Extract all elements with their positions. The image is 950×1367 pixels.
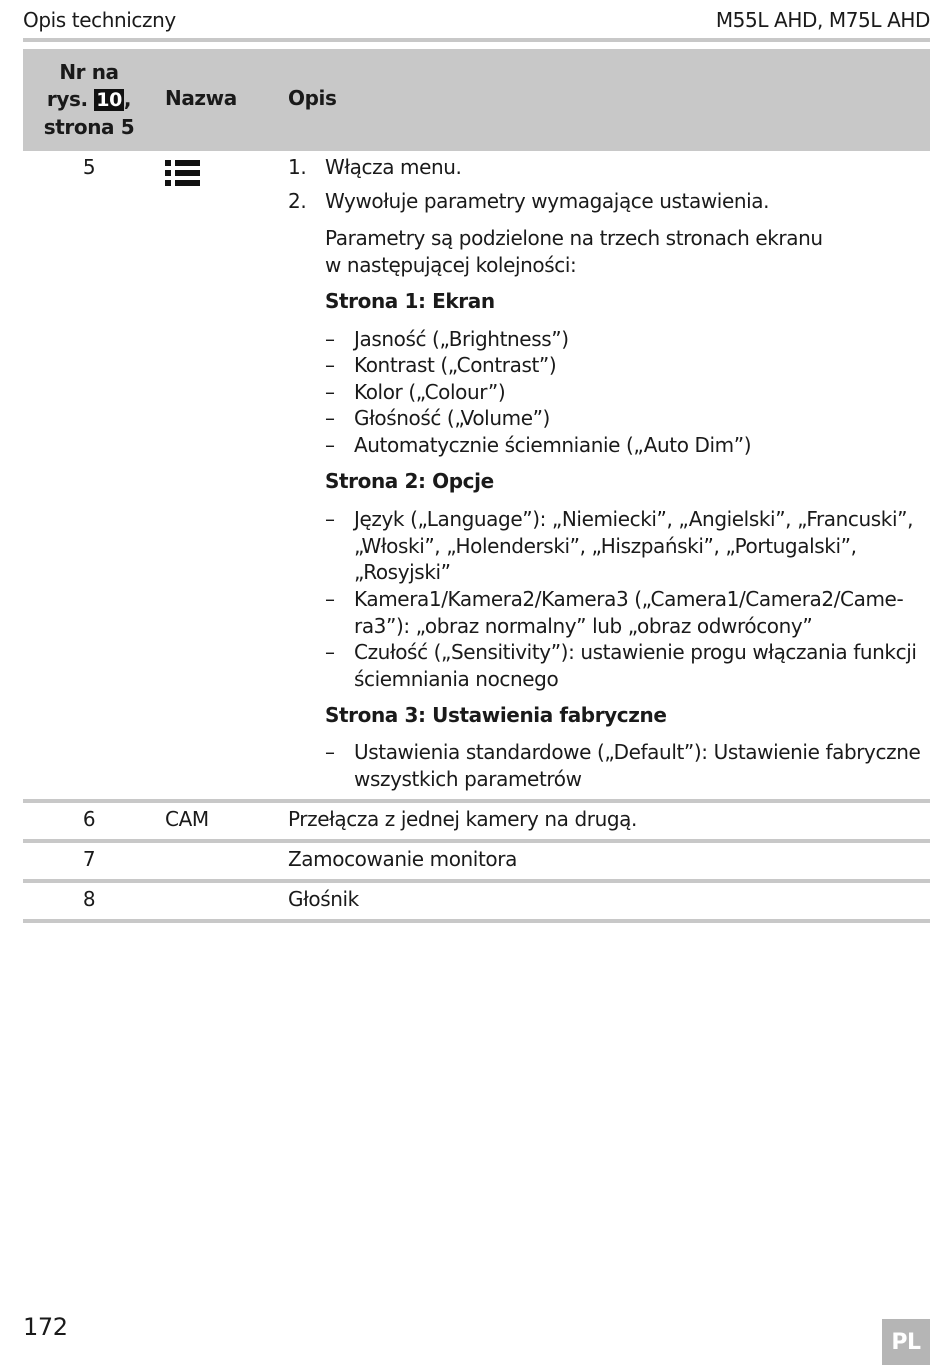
page1-list-item: Kontrast („Contrast”) xyxy=(354,353,557,377)
bullet-dash: – xyxy=(325,433,335,457)
table-header xyxy=(23,49,930,151)
header-divider xyxy=(23,38,930,42)
bullet-dash: – xyxy=(325,380,335,404)
page1-list-item: Głośność („Volume”) xyxy=(354,406,550,430)
page2-subheading: Strona 2: Opcje xyxy=(325,469,494,493)
list-item-line: ra3”): „obraz normalny” lub „obraz odwrócony” xyxy=(354,613,813,638)
list-item-line: „Włoski”, „Holenderski”, „Hiszpański”, „Portugalski”, xyxy=(354,533,857,558)
row-divider xyxy=(23,879,930,883)
column-header-description: Opis xyxy=(288,86,337,110)
list-item-line: Ustawienia standardowe („Default”): Ustawienie fabryczne xyxy=(354,740,921,764)
column-header-number-line3: strona 5 xyxy=(43,115,135,139)
table-bottom-rule xyxy=(23,919,930,923)
column-header-number-line1: Nr na xyxy=(59,60,119,84)
row7-number: 7 xyxy=(82,847,96,871)
column-header-number-rys: rys. xyxy=(46,87,88,111)
bullet-dash: – xyxy=(325,640,335,664)
page-number: 172 xyxy=(23,1313,68,1341)
page2-list-item xyxy=(354,506,913,586)
row6-description: Przełącza z jednej kamery na drugą. xyxy=(288,807,637,831)
language-badge: PL xyxy=(882,1319,930,1365)
row5-intro-text: Parametry są podzielone na trzech stronach ekranu xyxy=(325,226,823,250)
page3-list-item xyxy=(354,739,920,792)
column-header-number xyxy=(23,59,155,141)
bullet-dash: – xyxy=(325,327,335,351)
list-item-line: Język („Language”): „Niemiecki”, „Angielski”, „Francuski”, xyxy=(354,507,914,531)
list-item-line: wszystkich parametrów xyxy=(354,766,582,791)
running-header-model: M55L AHD, M75L AHD xyxy=(715,8,930,32)
row5-step-text: Wywołuje parametry wymagające ustawienia. xyxy=(325,189,770,213)
row-divider xyxy=(23,799,930,803)
row5-step-text: Włącza menu. xyxy=(325,155,462,179)
row6-name: CAM xyxy=(165,807,209,831)
running-header-title: Opis techniczny xyxy=(23,8,176,32)
page1-list-item: Automatycznie ściemnianie („Auto Dim”) xyxy=(354,433,752,457)
page1-subheading: Strona 1: Ekran xyxy=(325,289,495,313)
row5-step-number: 1. xyxy=(288,155,307,179)
page2-list-item xyxy=(354,586,903,639)
bullet-dash: – xyxy=(325,353,335,377)
row5-intro-text: w następującej kolejności: xyxy=(325,253,577,277)
page1-list-item: Jasność („Brightness”) xyxy=(354,327,569,351)
menu-list-icon xyxy=(165,160,201,186)
page2-list-item xyxy=(354,639,917,692)
bullet-dash: – xyxy=(325,507,335,531)
list-item-line: ściemniania nocnego xyxy=(354,666,559,691)
page3-subheading: Strona 3: Ustawienia fabryczne xyxy=(325,703,667,727)
row6-number: 6 xyxy=(82,807,96,831)
list-item-line: Czułość („Sensitivity”): ustawienie progu włączania funkcji xyxy=(354,640,917,664)
page1-list-item: Kolor („Colour”) xyxy=(354,380,506,404)
figure-reference-badge: 10 xyxy=(96,89,122,111)
list-item-line: „Rosyjski” xyxy=(354,560,451,584)
bullet-dash: – xyxy=(325,740,335,764)
list-item-line: Kamera1/Kamera2/Kamera3 („Camera1/Camera2/Came- xyxy=(354,587,904,611)
column-header-name: Nazwa xyxy=(165,86,237,110)
row8-number: 8 xyxy=(82,887,96,911)
bullet-dash: – xyxy=(325,406,335,430)
row5-step-number: 2. xyxy=(288,189,307,213)
row5-number: 5 xyxy=(82,155,96,179)
row-divider xyxy=(23,839,930,843)
row8-description: Głośnik xyxy=(288,887,359,911)
bullet-dash: – xyxy=(325,587,335,611)
row7-description: Zamocowanie monitora xyxy=(288,847,517,871)
column-header-number-comma: , xyxy=(123,87,132,111)
